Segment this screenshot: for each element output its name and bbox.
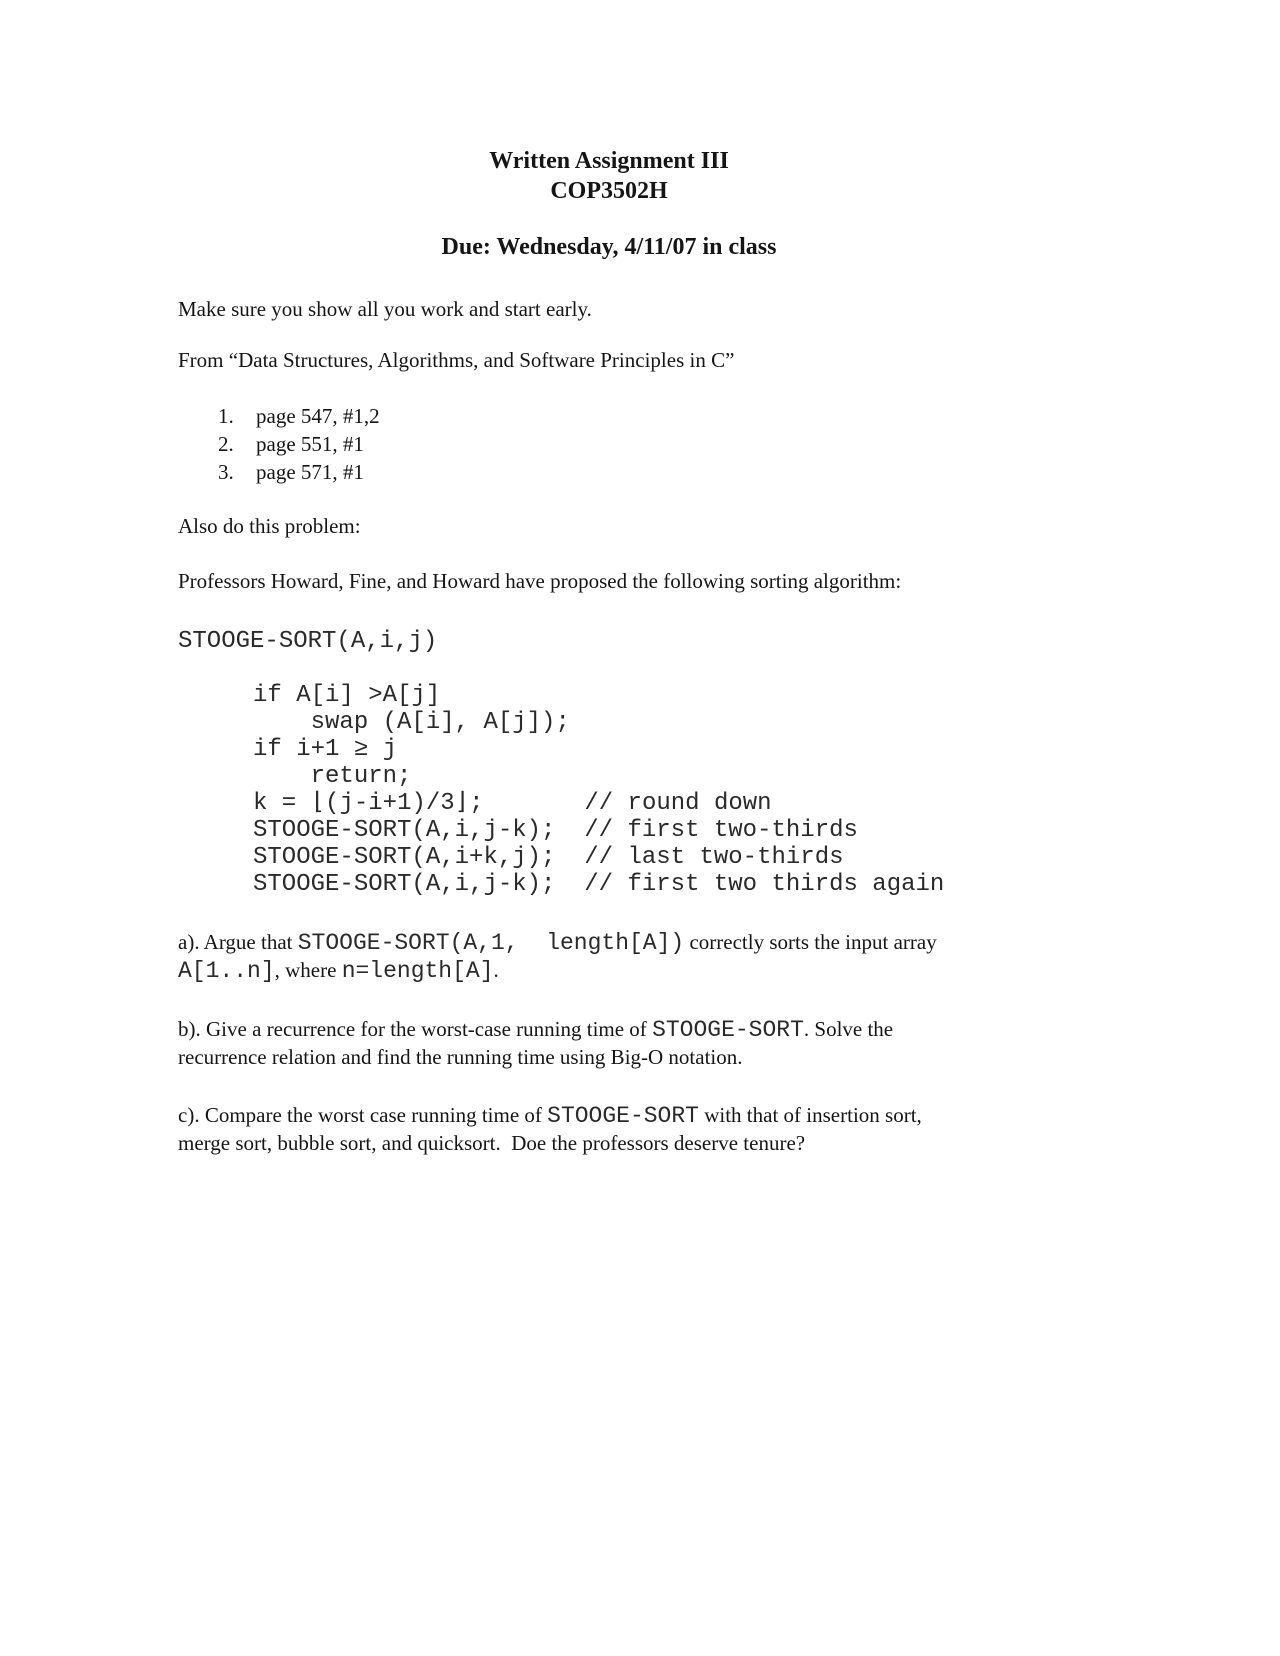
- stooge-sort-pseudocode: [178, 628, 1040, 898]
- textbook-source-line: From “Data Structures, Algorithms, and Software Principles in C”: [178, 348, 735, 372]
- paragraph-line: [178, 1044, 1040, 1071]
- code-line: swap (A[i], A[j]);: [253, 709, 570, 736]
- code-header-line: STOOGE-SORT(A,i,j): [178, 628, 438, 655]
- list-item-number: 3.: [218, 460, 234, 484]
- list-item-text: page 547, #1,2: [256, 404, 380, 428]
- text-run: correctly sorts the input array: [684, 930, 937, 954]
- reading-assignment-list: [178, 402, 1040, 486]
- list-item: [218, 402, 1040, 430]
- list-item-text: page 551, #1: [256, 432, 364, 456]
- list-item: [218, 458, 1040, 486]
- also-do-line: Also do this problem:: [178, 514, 361, 538]
- document-header: [178, 146, 1040, 206]
- question-a-paragraph: [178, 929, 1040, 985]
- problem-intro-paragraph: Professors Howard, Fine, and Howard have proposed the following sorting algorithm:: [178, 569, 902, 593]
- list-item-number: 1.: [218, 404, 234, 428]
- paragraph-line: [178, 929, 1040, 957]
- text-run: recurrence relation and find the running time using Big-O notation.: [178, 1045, 743, 1069]
- question-b-paragraph: [178, 1016, 1040, 1071]
- text-run: a). Argue that: [178, 930, 298, 954]
- code-line: return;: [253, 763, 412, 790]
- question-c-paragraph: [178, 1102, 1040, 1157]
- inline-code: n=length[A]: [341, 958, 494, 984]
- list-item-text: page 571, #1: [256, 460, 364, 484]
- text-run: . Solve the: [803, 1017, 894, 1041]
- due-date-line: Due: Wednesday, 4/11/07 in class: [441, 234, 777, 260]
- intro-paragraph: Make sure you show all you work and start early.: [178, 297, 592, 321]
- code-line: k = ⌊(j-i+1)/3⌋; // round down: [253, 790, 772, 817]
- code-line: if i+1 ≥ j: [253, 736, 398, 763]
- code-line: if A[i] >A[j]: [253, 682, 441, 709]
- code-line: STOOGE-SORT(A,i+k,j); // last two-thirds: [253, 844, 844, 871]
- inline-code: STOOGE-SORT(A,1, length[A]): [297, 930, 685, 956]
- code-line: STOOGE-SORT(A,i,j-k); // first two-thirds: [253, 817, 858, 844]
- paragraph-line: [178, 957, 1040, 985]
- inline-code: STOOGE-SORT: [652, 1017, 804, 1043]
- text-run: merge sort, bubble sort, and quicksort. Doe the professors deserve tenure?: [178, 1131, 806, 1155]
- code-body: [178, 682, 1040, 898]
- assignment-title: Written Assignment III: [489, 148, 729, 174]
- text-run: .: [493, 958, 499, 982]
- course-code: COP3502H: [550, 178, 668, 204]
- code-line: STOOGE-SORT(A,i,j-k); // first two thirds again: [253, 871, 945, 898]
- paragraph-line: [178, 1102, 1040, 1130]
- list-item: [218, 430, 1040, 458]
- inline-code: STOOGE-SORT: [547, 1103, 699, 1129]
- text-run: b). Give a recurrence for the worst-case running time of: [178, 1017, 653, 1041]
- list-item-number: 2.: [218, 432, 234, 456]
- text-run: c). Compare the worst case running time of: [178, 1103, 548, 1127]
- paragraph-line: [178, 1130, 1040, 1157]
- inline-code: A[1..n]: [178, 958, 275, 984]
- paragraph-line: [178, 1016, 1040, 1044]
- text-run: , where: [274, 958, 342, 982]
- text-run: with that of insertion sort,: [698, 1103, 922, 1127]
